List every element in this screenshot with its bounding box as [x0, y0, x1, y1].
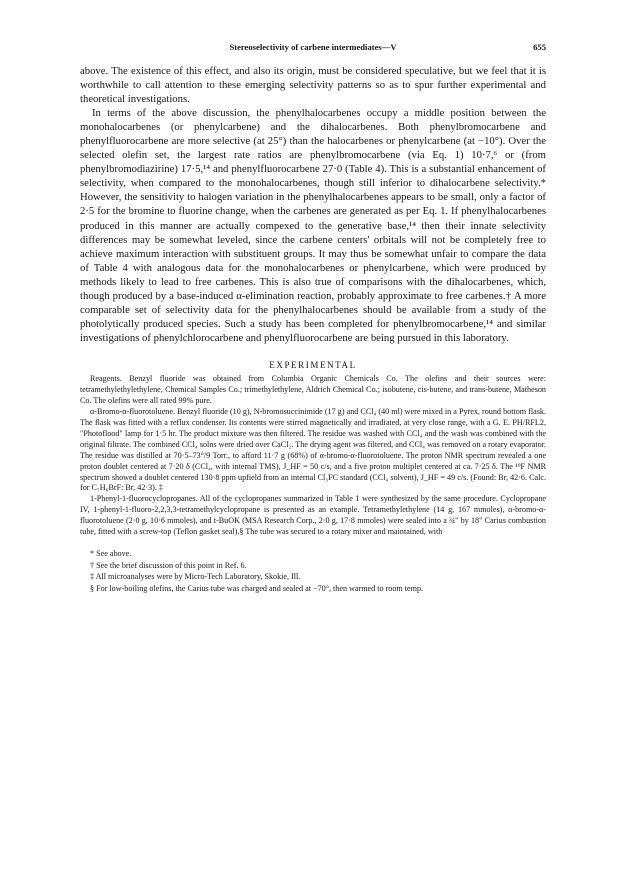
footnote-4: § For low-boiling olefins, the Carius tube was charged and sealed at −70°, then warmed to room temp.	[90, 584, 424, 594]
running-header	[80, 40, 546, 58]
footnote-2: † See the brief discussion of this point in Ref. 6.	[90, 560, 247, 570]
experimental-paragraph-bromofluorotoluene: α-Bromo-α-fluorotoluene. Benzyl fluoride (10 g), N-bromosuccinimide (17 g) and CCl₄ (40 ml) were mixed in a Pyrex, round bottom flask. The flask was fitted with a reflux condenser. Its contents were stirred magnetically and irradiated, at very close range, with a G. E. PH/RFL2, "Photoflood" lamp for 1·5 hr. The product mixture was then filtered. The residue was washed with CCl₄ and the wash was combined with the original filtrate. The combined CCl₄ solns were dried over CaCl₂. The drying agent was filtered, and CCl₄ was removed on a rotary evaporator. The residue was distilled at 70·5–73°/9 Torr., to afford 11·7 g (68%) of α-bromo-α-fluorotoluene. The proton NMR spectrum revealed a one proton doublet centered at 7·20 δ (CCl₄, with internal TMS), J_HF = 50 c/s, and a five proton multiplet centered at ca. 7·25 δ. The ¹⁹F NMR spectrum showed a doublet centered 130·8 ppm upfield from an internal Cl₃FC standard (CCl₄ solvent), J_HF = 49 c/s. (Found: Br, 42·6. Calc. for C₇H₆BrF: Br, 42·3). ‡	[80, 406, 546, 493]
page-number: 655	[533, 42, 546, 52]
footnotes	[80, 548, 546, 594]
body-paragraph-2: In terms of the above discussion, the phenylhalocarbenes occupy a middle position between the monohalocarbenes (or phenylcarbene) and the dihalocarbenes. Both phenylbromocarbene and phenylfluorocarbene are more selective (at 25°) than the halocarbenes or phenylcarbene (at −10°). Over the selected olefin set, the largest rate ratios are phenylbromocarbene (via Eq. 1) 10·7,⁶ or (from phenylbromodiazirine) 17·5,¹⁴ and phenylfluorocarbene 27·0 (Table 4). This is a substantial enhancement of selectivity, when compared to the monohalocarbenes, though still inferior to dihalocarbene selectivity.* However, the sensitivity to halogen variation in the phenylhalocarbenes appears to be small, only a factor of 2·5 for the bromine to fluorine change, when the carbenes are generated as per Eq. 1. If phenylhalocarbenes produced in this manner are actually compexed to the generative base,¹⁴ then their innate selectivity differences may be somewhat leveled, since the carbene centers' orbitals will not be completely free to achieve maximum interaction with substituent groups. It may thus be somewhat unfair to compare the data of Table 4 with analogous data for the monohalocarbenes or phenylcarbene, which were produced by methods likely to lead to free carbenes. This is also true of comparisons with the dihalocarbenes, which, though produced by a base-induced α-elimination reaction, probably approximate to free carbenes.† A more comparable set of selectivity data for the phenylhalocarbenes should be available from a study of the photolytically produced species. Such a study has been completed for phenylbromocarbene,¹⁴ and similar investigations of phenylchlorocarbene and phenylfluorocarbene are being pursued in this laboratory.	[80, 107, 546, 344]
experimental-paragraph-cyclopropanes: 1-Phenyl-1-fluorocyclopropanes. All of the cyclopropanes summarized in Table 1 were synthesized by the same procedure. Cyclopropane IV, 1-phenyl-1-fluoro-2,2,3,3-tetramethylcyclopropane is presented as an example. Tetramethylethylene (14 g, 167 mmoles), α-bromo-α-fluorotoluene (2·0 g, 10·6 mmoles), and t-BuOK (MSA Research Corp., 2·0 g, 17·8 mmoles) were sealed into a ¾" by 18" Carius combustion tube, fitted with a screw-top (Teflon gasket seal).§ The tube was secured to a rotary mixer and maintained, with	[80, 494, 546, 537]
body-paragraph-1: above. The existence of this effect, and also its origin, must be considered speculative, but we feel that it is worthwhile to call attention to these emerging selectivity patterns so as to spur further experimental and theoretical investigations.	[80, 65, 546, 106]
page	[80, 40, 546, 595]
footnote-3: ‡ All microanalyses were by Micro-Tech Laboratory, Skokie, Ill.	[90, 572, 301, 582]
footnote-1: * See above.	[90, 549, 132, 559]
section-heading-experimental: EXPERIMENTAL	[269, 359, 357, 370]
experimental-paragraph-reagents: Reagents. Benzyl fluoride was obtained from Columbia Organic Chemicals Co. The olefins and their sources were: tetramethylethylethylene, Chemical Samples Co.; trimethylethylene, Aldrich Chemical Co.; isobutene, cis-butene, and trans-butene, Matheson Co. The olefins were all rated 99% pure.	[80, 373, 546, 405]
experimental-section	[80, 374, 546, 538]
discussion-body	[80, 64, 546, 345]
running-title: Stereoselectivity of carbene intermediates—V	[229, 42, 397, 52]
